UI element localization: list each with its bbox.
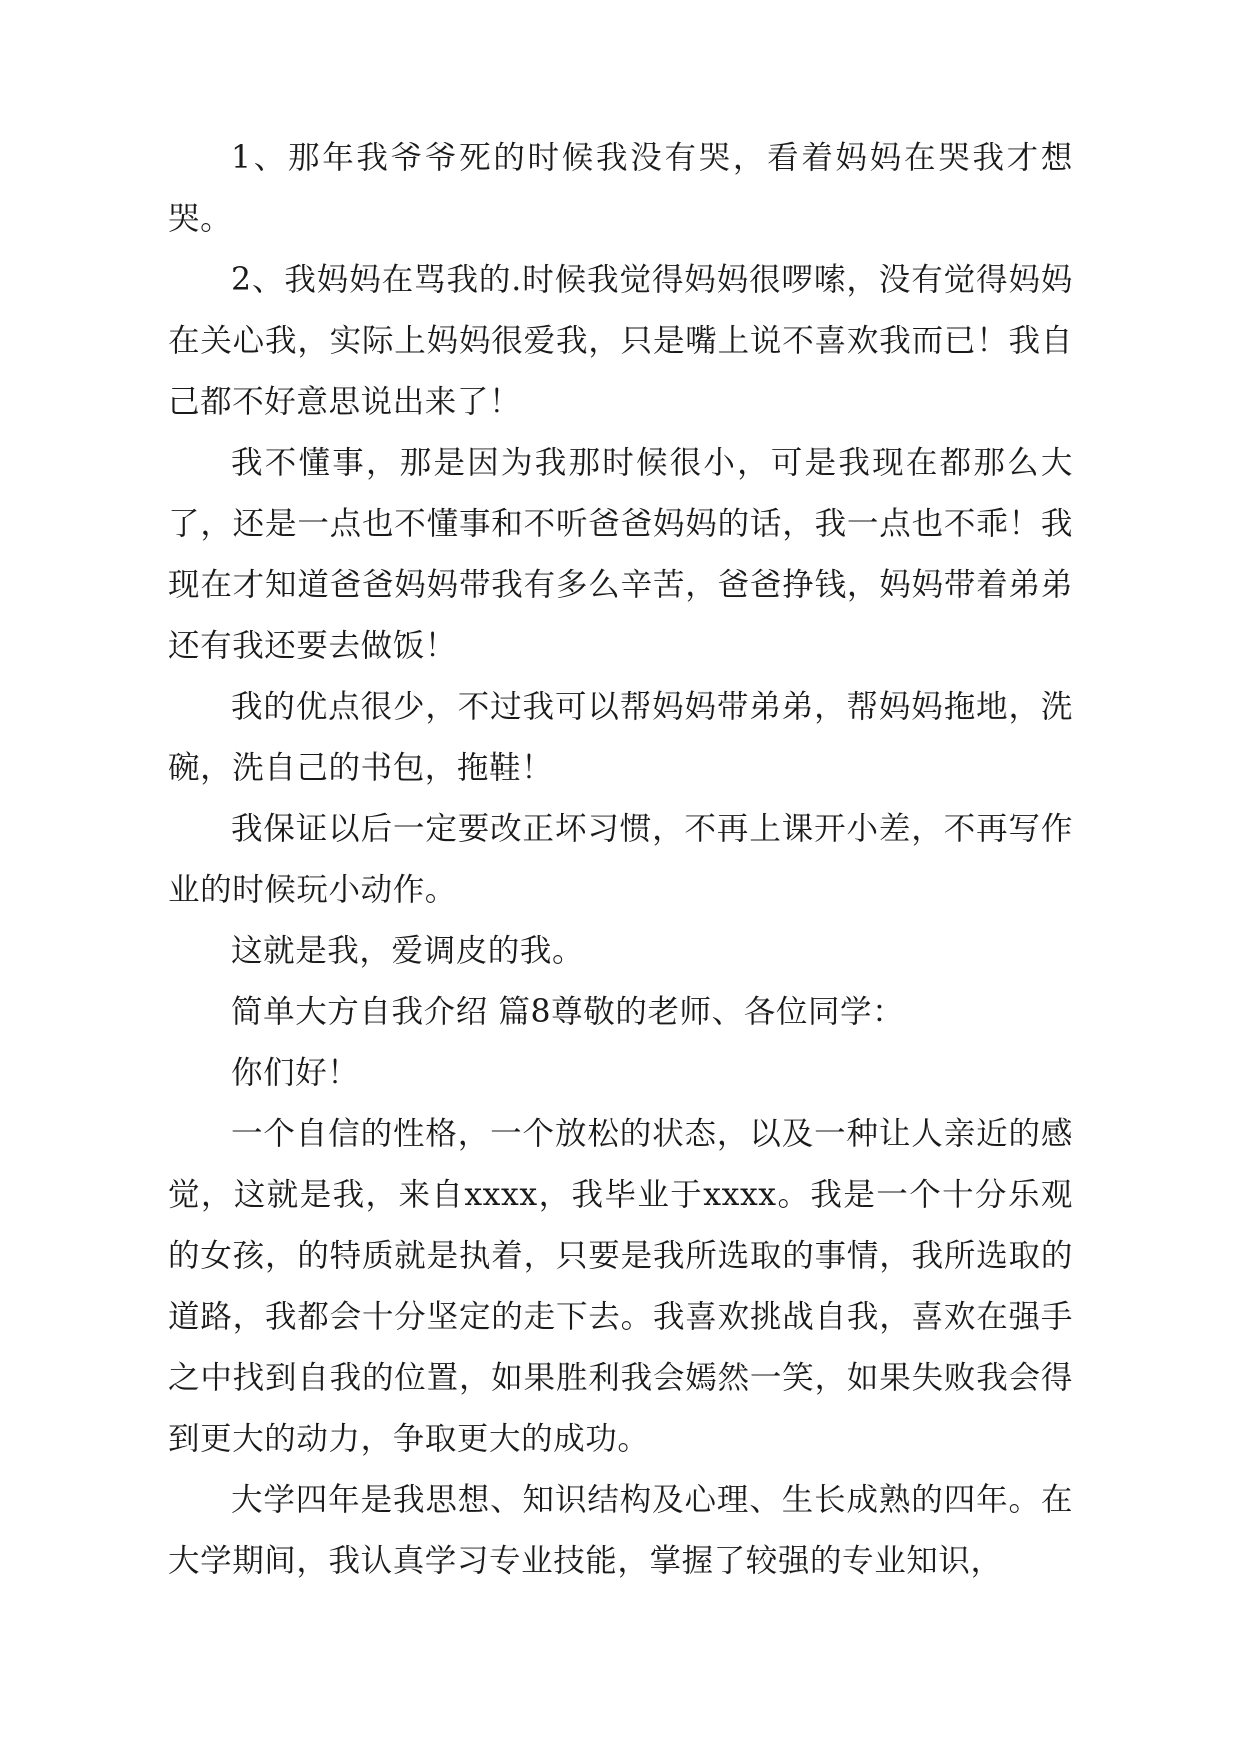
- paragraph-body-4: 这就是我，爱调皮的我。: [231, 933, 585, 969]
- paragraph-body-6: 大学四年是我思想、知识结构及心理、生长成熟的四年。在大学期间，我认真学习专业技能，掌握了较强的专业知识，: [168, 1482, 1073, 1579]
- paragraph-body-5: 一个自信的性格，一个放松的状态，以及一种让人亲近的感觉，这就是我，来自xxxx，我毕业于xxxx。我是一个十分乐观的女孩，的特质就是执着，只要是我所选取的事情，我所选取的道路，我都会十分坚定的走下去。我喜欢挑战自我，喜欢在强手之中找到自我的位置，如果胜利我会嫣然一笑，如果失败我会得到更大的动力，争取更大的成功。: [168, 1116, 1073, 1457]
- paragraph-item-1: 1、那年我爷爷死的时候我没有哭，看着妈妈在哭我才想哭。: [168, 140, 1073, 237]
- paragraph-section-heading: 简单大方自我介绍 篇8尊敬的老师、各位同学：: [231, 994, 905, 1030]
- paragraph-body-2: 我的优点很少，不过我可以帮妈妈带弟弟，帮妈妈拖地，洗碗，洗自己的书包，拖鞋！: [168, 689, 1073, 786]
- paragraph-item-2: 2、我妈妈在骂我的.时候我觉得妈妈很啰嗦，没有觉得妈妈在关心我，实际上妈妈很爱我，只是嘴上说不喜欢我而已！我自己都不好意思说出来了！: [168, 262, 1073, 420]
- paragraph-body-1: 我不懂事，那是因为我那时候很小，可是我现在都那么大了，还是一点也不懂事和不听爸爸妈妈的话，我一点也不乖！我现在才知道爸爸妈妈带我有多么辛苦，爸爸挣钱，妈妈带着弟弟还有我还要去做饭！: [168, 445, 1073, 664]
- paragraph-body-3: 我保证以后一定要改正坏习惯，不再上课开小差，不再写作业的时候玩小动作。: [168, 811, 1073, 908]
- paragraph-greeting: 你们好！: [231, 1055, 360, 1091]
- document-body: [168, 128, 1073, 1592]
